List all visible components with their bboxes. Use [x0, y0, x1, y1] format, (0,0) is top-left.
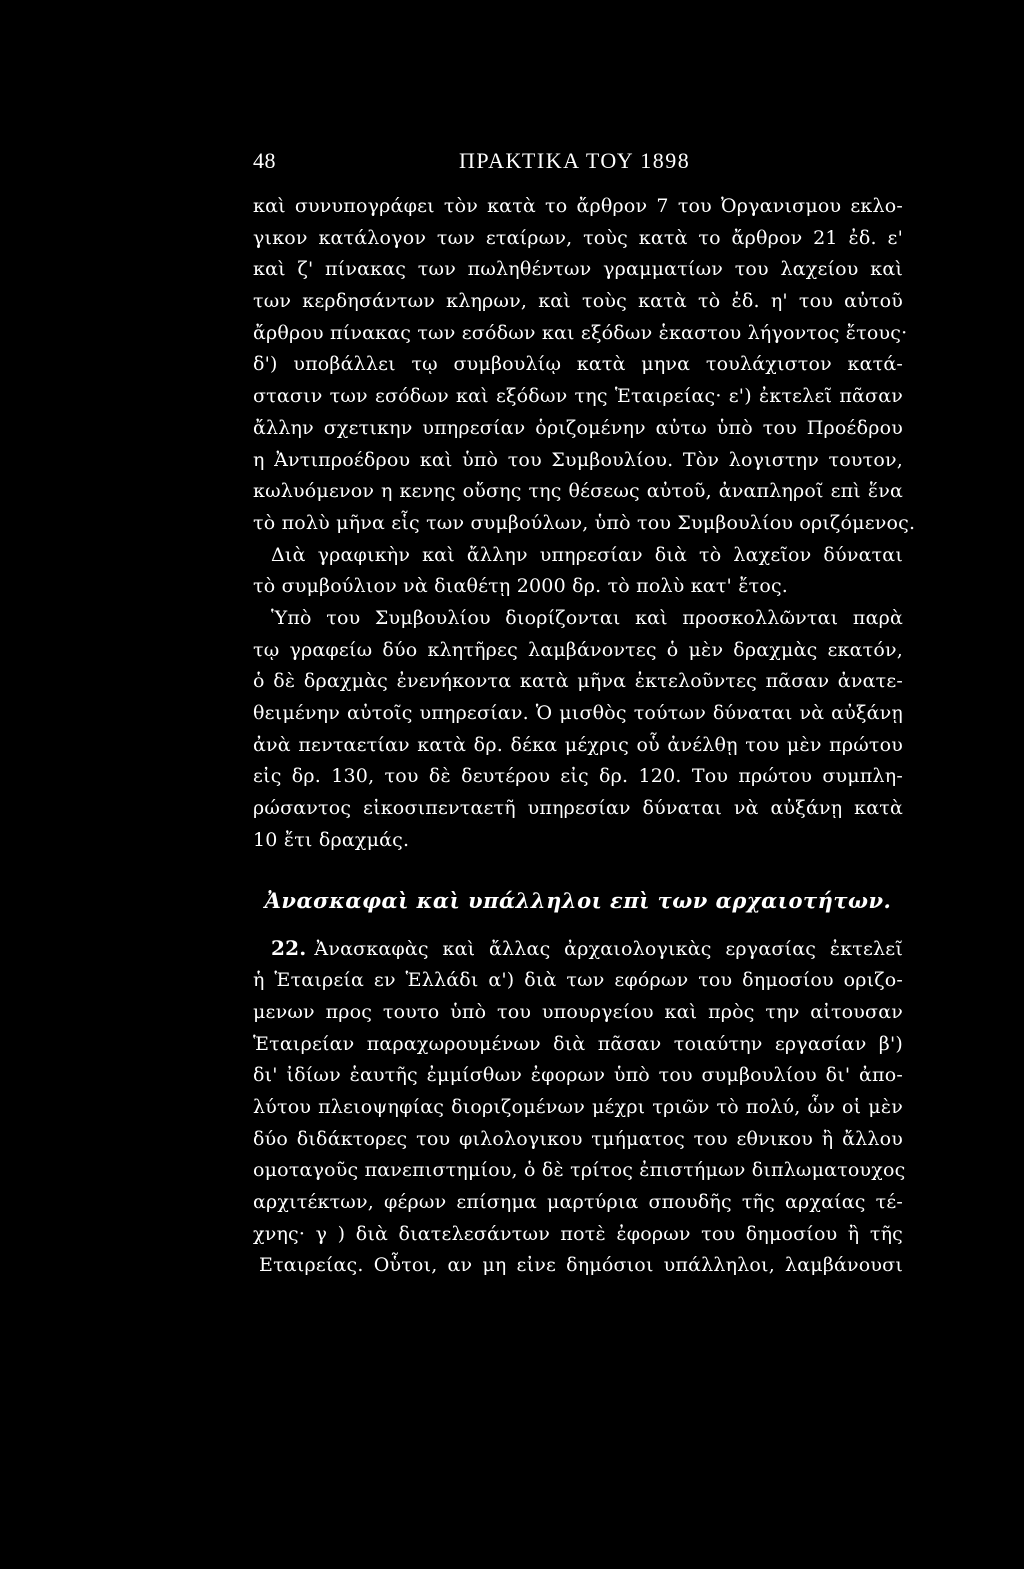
page-header — [253, 148, 903, 178]
text-line — [253, 933, 903, 965]
text-line: η Ἀντιπροέδρου καὶ ὑπὸ του Συμβουλίου. Τὸν λογιστην τουτον, — [253, 448, 903, 471]
text-line: Ὑπὸ του Συμβουλίου διορίζονται καὶ προσκολλῶνται παρὰ — [271, 606, 903, 629]
text-line: τὸ πολὺ μῆνα εἷς των συμβούλων, ὑπὸ του Συμβουλίου οριζόμενος. — [253, 511, 916, 534]
paragraph-2 — [253, 540, 903, 603]
text-line: Ἑταιρείαν παραχωρουμένων διὰ πᾶσαν τοιαύτην εργασίαν β') — [253, 1032, 903, 1055]
text-line: ἄλλην σχετικην υπηρεσίαν ὁριζομένην αὐτω ὑπὸ του Προέδρου — [253, 416, 903, 439]
text-line: των κερδησάντων κληρων, καὶ τοὺς κατὰ τὸ ἐδ. η' του αὐτοῦ — [253, 290, 903, 313]
text-line: καὶ συνυπογράφει τὸν κατὰ το ἄρθρον 7 του Ὀργανισμου εκλο- — [253, 195, 903, 217]
text-line: δι' ἰδίων ἑαυτῆς ἐμμίσθων ἐφορων ὑπὸ του συμβουλίου δι' ἀπο- — [253, 1064, 903, 1087]
document-page — [253, 148, 916, 1282]
text-line: χνης· γ ) διὰ διατελεσάντων ποτὲ ἐφορων του δημοσίου ἢ τῆς — [253, 1222, 903, 1245]
text-line: μενων προς τουτο ὑπὸ του υπουργείου καὶ πρὸς την αἰτουσαν — [253, 1000, 903, 1023]
text-line: ἀνὰ πενταετίαν κατὰ δρ. δέκα μέχρις οὗ ἀνέλθῃ του μὲν πρώτου — [253, 733, 903, 756]
text-line: τῳ γραφείω δύο κλητῆρες λαμβάνοντες ὁ μὲν δραχμὰς εκατόν, — [253, 638, 903, 661]
text-line: τὸ συμβούλιον νὰ διαθέτῃ 2000 δρ. τὸ πολὺ κατ' ἔτος. — [253, 575, 789, 598]
paragraph-number: 22. — [271, 936, 307, 961]
page-number: 48 — [253, 148, 276, 173]
text-line: αρχιτέκτων, φέρων επίσημα μαρτύρια σπουδῆς τῆς αρχαίας τέ- — [253, 1190, 903, 1213]
paragraph-3 — [253, 603, 903, 857]
text-line: καὶ ζ' πίνακας των πωληθέντων γραμματίων του λαχείου καὶ — [253, 258, 903, 281]
section-heading: Ἀνασκαφαὶ καὶ υπάλληλοι επὶ των αρχαιοτήτων. — [264, 888, 892, 914]
text-line: δ') υποβάλλει τῳ συμβουλίῳ κατὰ μηνα τουλάχιστον κατά- — [253, 353, 903, 376]
text-line: Εταιρείας. Οὗτοι, αν μη εἰνε δημόσιοι υπάλληλοι, λαμβάνουσι — [259, 1254, 903, 1277]
text-line: 10 ἔτι δραχμάς. — [253, 828, 410, 851]
text-line: λύτου πλειοψηφίας διοριζομένων μέχρι τριῶν τὸ πολύ, ὧν οἱ μὲν — [253, 1095, 903, 1118]
text-line: κωλυόμενον η κενης οὔσης της θέσεως αὐτοῦ, ἀναπληροῖ επὶ ἕνα — [253, 480, 903, 503]
text-line: ὁ δὲ δραχμὰς ἐνενήκοντα κατὰ μῆνα ἐκτελοῦντες πᾶσαν ἀνατε- — [253, 670, 903, 693]
paragraph-4 — [253, 933, 906, 1282]
text-line: ἄρθρου πίνακας των εσόδων και εξόδων ἑκαστου λήγοντος ἔτους· — [253, 321, 908, 344]
text-line-content: Ἀνασκαφὰς καὶ ἄλλας ἀρχαιολογικὰς εργασίας ἐκτελεῖ — [314, 938, 903, 961]
text-line: γικον κατάλογον των εταίρων, τοὺς κατὰ το ἄρθρον 21 ἐδ. ε' — [253, 226, 903, 249]
text-line: εἰς δρ. 130, του δὲ δευτέρου εἰς δρ. 120. Του πρώτου συμπλη- — [253, 765, 903, 788]
running-title: ΠΡΑΚΤΙΚΑ ΤΟΥ 1898 — [459, 148, 691, 173]
text-line: ἡ Ἑταιρεία εν Ἑλλάδι α') διὰ των εφόρων του δημοσίου οριζο- — [253, 969, 903, 992]
paragraph-1 — [253, 191, 916, 540]
text-line: Διὰ γραφικὴν καὶ ἄλλην υπηρεσίαν διὰ τὸ λαχεῖον δύναται — [271, 543, 903, 566]
text-line: θειμένην αὐτοῖς υπηρεσίαν. Ὁ μισθὸς τούτων δύναται νὰ αὐξάνῃ — [253, 702, 903, 724]
text-line: ρώσαντος εἰκοσιπενταετῆ υπηρεσίαν δύναται νὰ αὐξάνῃ κατὰ — [253, 797, 903, 820]
text-line: στασιν των εσόδων καὶ εξόδων της Ἑταιρείας· ε') ἐκτελεῖ πᾶσαν — [253, 385, 903, 408]
text-line: δύο διδάκτορες του φιλολογικου τμήματος του εθνικου ἢ ἄλλου — [253, 1127, 903, 1150]
text-line: ομοταγοῦς πανεπιστημίου, ὁ δὲ τρίτος ἐπιστήμων διπλωματουχος — [253, 1159, 906, 1182]
